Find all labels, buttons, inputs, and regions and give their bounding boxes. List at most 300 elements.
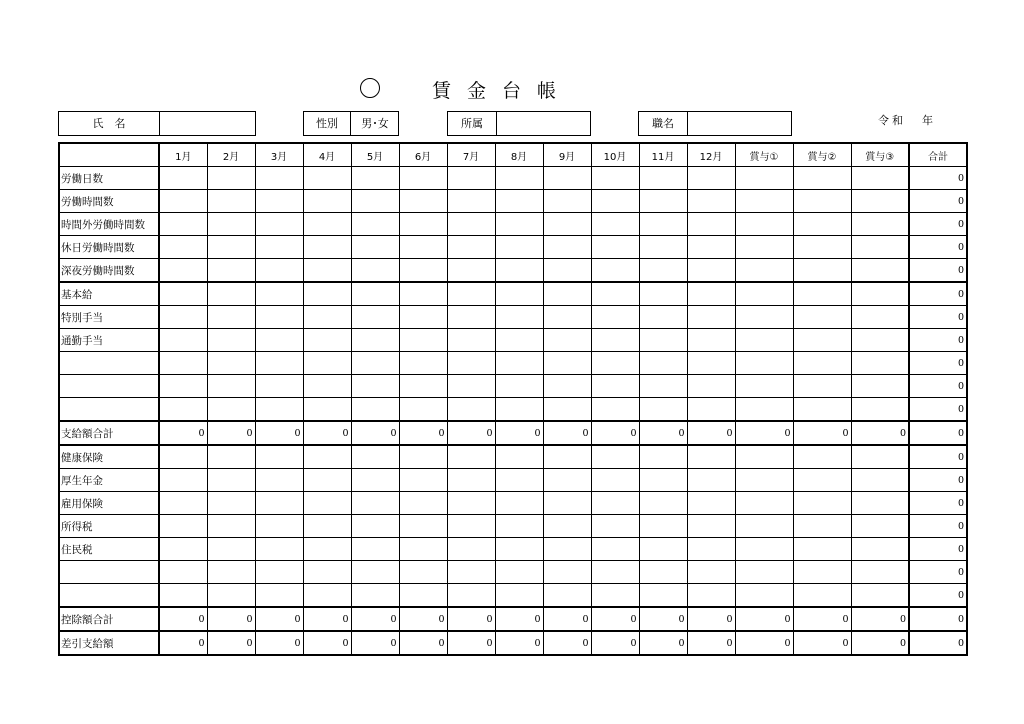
value-cell[interactable] <box>735 306 793 329</box>
value-cell[interactable] <box>687 538 735 561</box>
value-cell[interactable] <box>793 259 851 283</box>
value-cell[interactable] <box>793 492 851 515</box>
value-cell[interactable] <box>639 190 687 213</box>
value-cell[interactable] <box>207 190 255 213</box>
total-cell[interactable]: 0 <box>909 352 967 375</box>
value-cell[interactable] <box>851 492 909 515</box>
value-cell[interactable] <box>207 375 255 398</box>
value-cell[interactable] <box>793 375 851 398</box>
value-cell[interactable] <box>447 282 495 306</box>
value-cell[interactable] <box>255 306 303 329</box>
value-cell[interactable] <box>495 259 543 283</box>
value-cell[interactable] <box>735 538 793 561</box>
value-cell[interactable] <box>793 538 851 561</box>
value-cell[interactable]: 0 <box>351 421 399 445</box>
value-cell[interactable] <box>207 352 255 375</box>
value-cell[interactable] <box>495 469 543 492</box>
value-cell[interactable] <box>351 190 399 213</box>
value-cell[interactable] <box>851 329 909 352</box>
value-cell[interactable] <box>495 329 543 352</box>
value-cell[interactable] <box>851 259 909 283</box>
value-cell[interactable] <box>543 561 591 584</box>
value-cell[interactable] <box>639 352 687 375</box>
value-cell[interactable] <box>351 352 399 375</box>
value-cell[interactable] <box>255 469 303 492</box>
value-cell[interactable] <box>543 492 591 515</box>
value-cell[interactable] <box>591 282 639 306</box>
value-cell[interactable] <box>159 515 207 538</box>
value-cell[interactable] <box>495 167 543 190</box>
value-cell[interactable] <box>447 469 495 492</box>
value-cell[interactable] <box>447 398 495 422</box>
value-cell[interactable] <box>207 584 255 608</box>
value-cell[interactable] <box>351 282 399 306</box>
value-cell[interactable] <box>639 492 687 515</box>
value-cell[interactable]: 0 <box>851 631 909 655</box>
value-cell[interactable] <box>399 282 447 306</box>
value-cell[interactable] <box>399 167 447 190</box>
value-cell[interactable]: 0 <box>851 421 909 445</box>
value-cell[interactable]: 0 <box>159 421 207 445</box>
value-cell[interactable] <box>255 515 303 538</box>
name-field[interactable] <box>159 112 256 135</box>
value-cell[interactable] <box>591 236 639 259</box>
value-cell[interactable] <box>495 306 543 329</box>
value-cell[interactable] <box>495 352 543 375</box>
value-cell[interactable] <box>591 492 639 515</box>
value-cell[interactable] <box>591 167 639 190</box>
value-cell[interactable] <box>735 469 793 492</box>
value-cell[interactable] <box>851 375 909 398</box>
value-cell[interactable] <box>793 282 851 306</box>
value-cell[interactable]: 0 <box>687 631 735 655</box>
value-cell[interactable] <box>351 259 399 283</box>
value-cell[interactable] <box>851 445 909 469</box>
value-cell[interactable] <box>735 329 793 352</box>
value-cell[interactable] <box>447 561 495 584</box>
value-cell[interactable] <box>351 398 399 422</box>
value-cell[interactable] <box>303 306 351 329</box>
value-cell[interactable] <box>543 259 591 283</box>
value-cell[interactable] <box>793 167 851 190</box>
value-cell[interactable] <box>793 584 851 608</box>
value-cell[interactable] <box>447 306 495 329</box>
value-cell[interactable] <box>447 213 495 236</box>
value-cell[interactable] <box>351 306 399 329</box>
value-cell[interactable] <box>639 584 687 608</box>
value-cell[interactable] <box>543 236 591 259</box>
total-cell[interactable]: 0 <box>909 306 967 329</box>
value-cell[interactable] <box>207 329 255 352</box>
value-cell[interactable] <box>207 492 255 515</box>
value-cell[interactable] <box>793 469 851 492</box>
value-cell[interactable] <box>399 398 447 422</box>
value-cell[interactable] <box>255 213 303 236</box>
value-cell[interactable] <box>543 190 591 213</box>
value-cell[interactable] <box>543 375 591 398</box>
value-cell[interactable] <box>351 584 399 608</box>
value-cell[interactable] <box>303 469 351 492</box>
value-cell[interactable] <box>399 352 447 375</box>
value-cell[interactable] <box>735 445 793 469</box>
value-cell[interactable] <box>639 469 687 492</box>
value-cell[interactable] <box>495 492 543 515</box>
value-cell[interactable] <box>687 236 735 259</box>
value-cell[interactable]: 0 <box>255 631 303 655</box>
value-cell[interactable]: 0 <box>735 607 793 631</box>
value-cell[interactable] <box>591 190 639 213</box>
value-cell[interactable] <box>687 584 735 608</box>
value-cell[interactable]: 0 <box>255 607 303 631</box>
value-cell[interactable]: 0 <box>255 421 303 445</box>
value-cell[interactable]: 0 <box>591 607 639 631</box>
value-cell[interactable] <box>639 398 687 422</box>
value-cell[interactable]: 0 <box>303 631 351 655</box>
value-cell[interactable] <box>303 584 351 608</box>
value-cell[interactable] <box>851 561 909 584</box>
value-cell[interactable]: 0 <box>495 607 543 631</box>
value-cell[interactable] <box>255 282 303 306</box>
value-cell[interactable]: 0 <box>851 607 909 631</box>
value-cell[interactable] <box>851 306 909 329</box>
value-cell[interactable] <box>447 259 495 283</box>
value-cell[interactable] <box>447 329 495 352</box>
value-cell[interactable] <box>639 259 687 283</box>
total-cell[interactable]: 0 <box>909 607 967 631</box>
value-cell[interactable] <box>591 213 639 236</box>
value-cell[interactable] <box>447 167 495 190</box>
value-cell[interactable] <box>303 329 351 352</box>
value-cell[interactable] <box>687 167 735 190</box>
value-cell[interactable] <box>851 352 909 375</box>
value-cell[interactable] <box>793 561 851 584</box>
value-cell[interactable] <box>255 167 303 190</box>
value-cell[interactable]: 0 <box>207 631 255 655</box>
value-cell[interactable] <box>851 584 909 608</box>
value-cell[interactable] <box>447 584 495 608</box>
value-cell[interactable] <box>399 306 447 329</box>
value-cell[interactable] <box>447 445 495 469</box>
value-cell[interactable]: 0 <box>735 631 793 655</box>
value-cell[interactable] <box>687 515 735 538</box>
total-cell[interactable]: 0 <box>909 584 967 608</box>
value-cell[interactable] <box>303 190 351 213</box>
value-cell[interactable] <box>639 538 687 561</box>
value-cell[interactable] <box>543 306 591 329</box>
value-cell[interactable] <box>851 515 909 538</box>
value-cell[interactable]: 0 <box>735 421 793 445</box>
value-cell[interactable] <box>303 398 351 422</box>
value-cell[interactable] <box>207 306 255 329</box>
value-cell[interactable] <box>159 538 207 561</box>
total-cell[interactable]: 0 <box>909 421 967 445</box>
total-cell[interactable]: 0 <box>909 515 967 538</box>
total-cell[interactable]: 0 <box>909 213 967 236</box>
value-cell[interactable] <box>735 259 793 283</box>
value-cell[interactable] <box>543 398 591 422</box>
value-cell[interactable] <box>159 561 207 584</box>
value-cell[interactable] <box>735 282 793 306</box>
value-cell[interactable] <box>793 515 851 538</box>
value-cell[interactable] <box>159 282 207 306</box>
value-cell[interactable] <box>303 213 351 236</box>
value-cell[interactable]: 0 <box>687 421 735 445</box>
value-cell[interactable] <box>399 515 447 538</box>
value-cell[interactable] <box>639 515 687 538</box>
value-cell[interactable] <box>447 515 495 538</box>
value-cell[interactable] <box>495 375 543 398</box>
value-cell[interactable] <box>495 398 543 422</box>
value-cell[interactable] <box>543 282 591 306</box>
value-cell[interactable] <box>687 398 735 422</box>
value-cell[interactable]: 0 <box>543 631 591 655</box>
value-cell[interactable] <box>687 375 735 398</box>
value-cell[interactable] <box>303 561 351 584</box>
value-cell[interactable] <box>591 469 639 492</box>
value-cell[interactable]: 0 <box>793 421 851 445</box>
value-cell[interactable]: 0 <box>639 607 687 631</box>
value-cell[interactable] <box>351 469 399 492</box>
value-cell[interactable] <box>303 375 351 398</box>
value-cell[interactable] <box>207 167 255 190</box>
value-cell[interactable] <box>495 584 543 608</box>
value-cell[interactable] <box>255 259 303 283</box>
value-cell[interactable]: 0 <box>399 421 447 445</box>
value-cell[interactable] <box>159 167 207 190</box>
total-cell[interactable]: 0 <box>909 492 967 515</box>
value-cell[interactable] <box>255 492 303 515</box>
value-cell[interactable] <box>735 236 793 259</box>
value-cell[interactable] <box>207 398 255 422</box>
value-cell[interactable] <box>687 282 735 306</box>
total-cell[interactable]: 0 <box>909 538 967 561</box>
value-cell[interactable] <box>851 236 909 259</box>
value-cell[interactable] <box>159 398 207 422</box>
value-cell[interactable] <box>303 538 351 561</box>
value-cell[interactable] <box>543 584 591 608</box>
value-cell[interactable] <box>793 352 851 375</box>
value-cell[interactable] <box>399 259 447 283</box>
value-cell[interactable] <box>639 213 687 236</box>
value-cell[interactable] <box>591 561 639 584</box>
value-cell[interactable] <box>735 352 793 375</box>
value-cell[interactable] <box>735 561 793 584</box>
value-cell[interactable] <box>735 584 793 608</box>
value-cell[interactable] <box>351 538 399 561</box>
value-cell[interactable] <box>159 445 207 469</box>
value-cell[interactable] <box>303 492 351 515</box>
value-cell[interactable] <box>591 306 639 329</box>
value-cell[interactable] <box>851 190 909 213</box>
value-cell[interactable] <box>447 375 495 398</box>
value-cell[interactable] <box>851 398 909 422</box>
value-cell[interactable] <box>591 259 639 283</box>
value-cell[interactable] <box>303 236 351 259</box>
value-cell[interactable] <box>687 352 735 375</box>
gender-field[interactable]: 男･女 <box>350 112 399 135</box>
value-cell[interactable] <box>495 561 543 584</box>
value-cell[interactable] <box>639 306 687 329</box>
value-cell[interactable]: 0 <box>351 607 399 631</box>
value-cell[interactable] <box>159 259 207 283</box>
value-cell[interactable] <box>255 561 303 584</box>
value-cell[interactable] <box>851 538 909 561</box>
value-cell[interactable] <box>793 306 851 329</box>
value-cell[interactable] <box>351 236 399 259</box>
value-cell[interactable] <box>543 445 591 469</box>
value-cell[interactable]: 0 <box>207 607 255 631</box>
value-cell[interactable] <box>159 213 207 236</box>
value-cell[interactable]: 0 <box>351 631 399 655</box>
value-cell[interactable] <box>207 469 255 492</box>
value-cell[interactable] <box>447 190 495 213</box>
value-cell[interactable] <box>399 375 447 398</box>
value-cell[interactable] <box>159 306 207 329</box>
value-cell[interactable]: 0 <box>159 631 207 655</box>
value-cell[interactable] <box>543 469 591 492</box>
total-cell[interactable]: 0 <box>909 190 967 213</box>
value-cell[interactable]: 0 <box>639 631 687 655</box>
value-cell[interactable] <box>303 352 351 375</box>
value-cell[interactable] <box>399 561 447 584</box>
value-cell[interactable] <box>351 515 399 538</box>
total-cell[interactable]: 0 <box>909 469 967 492</box>
value-cell[interactable] <box>351 375 399 398</box>
value-cell[interactable] <box>399 236 447 259</box>
value-cell[interactable] <box>207 445 255 469</box>
value-cell[interactable]: 0 <box>687 607 735 631</box>
value-cell[interactable] <box>543 352 591 375</box>
value-cell[interactable] <box>639 167 687 190</box>
value-cell[interactable] <box>543 515 591 538</box>
value-cell[interactable] <box>591 329 639 352</box>
value-cell[interactable] <box>255 398 303 422</box>
total-cell[interactable]: 0 <box>909 329 967 352</box>
value-cell[interactable] <box>351 492 399 515</box>
value-cell[interactable] <box>351 445 399 469</box>
value-cell[interactable] <box>159 190 207 213</box>
value-cell[interactable] <box>495 515 543 538</box>
total-cell[interactable]: 0 <box>909 561 967 584</box>
value-cell[interactable] <box>447 236 495 259</box>
value-cell[interactable] <box>447 492 495 515</box>
value-cell[interactable]: 0 <box>591 421 639 445</box>
value-cell[interactable]: 0 <box>495 421 543 445</box>
value-cell[interactable] <box>351 329 399 352</box>
total-cell[interactable]: 0 <box>909 282 967 306</box>
value-cell[interactable]: 0 <box>793 631 851 655</box>
value-cell[interactable] <box>591 375 639 398</box>
value-cell[interactable] <box>495 190 543 213</box>
value-cell[interactable] <box>591 445 639 469</box>
value-cell[interactable] <box>687 492 735 515</box>
value-cell[interactable] <box>207 282 255 306</box>
value-cell[interactable] <box>543 538 591 561</box>
value-cell[interactable] <box>447 352 495 375</box>
value-cell[interactable] <box>159 584 207 608</box>
total-cell[interactable]: 0 <box>909 445 967 469</box>
value-cell[interactable] <box>399 445 447 469</box>
value-cell[interactable]: 0 <box>639 421 687 445</box>
value-cell[interactable] <box>639 236 687 259</box>
value-cell[interactable] <box>639 282 687 306</box>
value-cell[interactable] <box>793 398 851 422</box>
value-cell[interactable] <box>351 561 399 584</box>
value-cell[interactable]: 0 <box>303 421 351 445</box>
value-cell[interactable] <box>399 492 447 515</box>
value-cell[interactable]: 0 <box>447 421 495 445</box>
value-cell[interactable] <box>851 469 909 492</box>
value-cell[interactable] <box>735 375 793 398</box>
value-cell[interactable]: 0 <box>447 631 495 655</box>
value-cell[interactable] <box>159 236 207 259</box>
value-cell[interactable] <box>255 445 303 469</box>
value-cell[interactable]: 0 <box>159 607 207 631</box>
value-cell[interactable] <box>687 306 735 329</box>
value-cell[interactable] <box>639 375 687 398</box>
value-cell[interactable] <box>687 329 735 352</box>
value-cell[interactable] <box>399 329 447 352</box>
value-cell[interactable] <box>399 190 447 213</box>
value-cell[interactable]: 0 <box>303 607 351 631</box>
value-cell[interactable] <box>351 213 399 236</box>
value-cell[interactable] <box>207 515 255 538</box>
value-cell[interactable] <box>735 190 793 213</box>
value-cell[interactable] <box>591 352 639 375</box>
value-cell[interactable] <box>303 515 351 538</box>
value-cell[interactable] <box>543 329 591 352</box>
value-cell[interactable] <box>793 329 851 352</box>
value-cell[interactable] <box>543 167 591 190</box>
value-cell[interactable] <box>303 282 351 306</box>
value-cell[interactable] <box>687 445 735 469</box>
value-cell[interactable] <box>351 167 399 190</box>
value-cell[interactable] <box>591 515 639 538</box>
value-cell[interactable] <box>639 561 687 584</box>
total-cell[interactable]: 0 <box>909 259 967 283</box>
value-cell[interactable] <box>687 213 735 236</box>
value-cell[interactable] <box>207 561 255 584</box>
total-cell[interactable]: 0 <box>909 236 967 259</box>
value-cell[interactable] <box>207 538 255 561</box>
value-cell[interactable] <box>735 167 793 190</box>
value-cell[interactable]: 0 <box>495 631 543 655</box>
value-cell[interactable] <box>159 352 207 375</box>
value-cell[interactable] <box>851 282 909 306</box>
value-cell[interactable] <box>543 213 591 236</box>
value-cell[interactable] <box>255 329 303 352</box>
value-cell[interactable]: 0 <box>591 631 639 655</box>
dept-field[interactable] <box>496 112 591 135</box>
value-cell[interactable] <box>591 584 639 608</box>
value-cell[interactable] <box>159 469 207 492</box>
value-cell[interactable] <box>793 213 851 236</box>
value-cell[interactable]: 0 <box>207 421 255 445</box>
value-cell[interactable] <box>687 190 735 213</box>
value-cell[interactable] <box>495 445 543 469</box>
value-cell[interactable] <box>851 213 909 236</box>
total-cell[interactable]: 0 <box>909 398 967 422</box>
value-cell[interactable]: 0 <box>543 421 591 445</box>
value-cell[interactable] <box>255 352 303 375</box>
value-cell[interactable] <box>639 445 687 469</box>
value-cell[interactable] <box>687 469 735 492</box>
total-cell[interactable]: 0 <box>909 167 967 190</box>
value-cell[interactable] <box>735 492 793 515</box>
value-cell[interactable]: 0 <box>447 607 495 631</box>
value-cell[interactable] <box>399 584 447 608</box>
value-cell[interactable] <box>495 213 543 236</box>
